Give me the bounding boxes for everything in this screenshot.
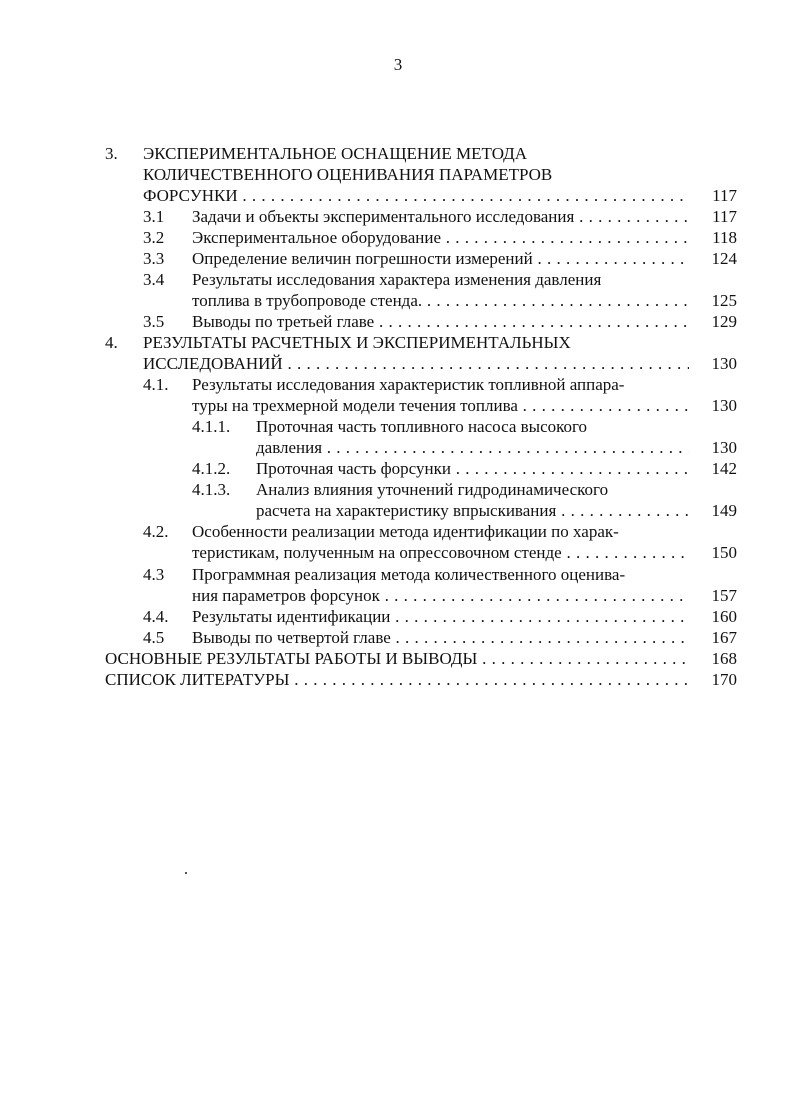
section-3-2-page: 118 <box>712 228 737 247</box>
section-4-1-1-page: 130 <box>711 438 737 457</box>
section-4-5-number: 4.5 <box>143 628 165 647</box>
section-4-5-page: 167 <box>711 628 737 647</box>
section-3-5-number: 3.5 <box>143 312 165 331</box>
section-4-2-title-line-2: теристикам, полученным на опрессовочном стенде . . . <box>192 542 689 563</box>
page-number: 3 <box>393 55 403 74</box>
section-4-1-1-title-line-1: Проточная часть топливного насоса высокого <box>256 417 588 436</box>
section-4-1-3-title-line-1: Анализ влияния уточнений гидродинамического <box>256 480 609 499</box>
results-entry-page: 168 <box>711 649 737 668</box>
section-4-1-page: 130 <box>711 396 737 415</box>
chapter-4-number: 4. <box>105 333 118 352</box>
section-4-2-number: 4.2. <box>143 522 169 541</box>
section-3-3-number: 3.3 <box>143 249 165 268</box>
section-3-2-title: Экспериментальное оборудование . . . <box>192 227 689 248</box>
section-4-1-2-number: 4.1.2. <box>192 459 231 478</box>
section-4-3-page: 157 <box>711 586 737 605</box>
chapter-3-title-line-3: ФОРСУНКИ . . . <box>143 185 689 206</box>
references-entry-page: 170 <box>711 670 737 689</box>
section-4-1-3-title-line-2: расчета на характеристику впрыскивания . . . <box>256 500 689 521</box>
chapter-4-title-line-2: ИССЛЕДОВАНИЙ . . . <box>143 353 689 374</box>
section-4-4-title: Результаты идентификации . . . <box>192 606 689 627</box>
chapter-3-number: 3. <box>105 144 118 163</box>
section-4-3-number: 4.3 <box>143 565 165 584</box>
section-3-2-number: 3.2 <box>143 228 165 247</box>
section-4-1-3-number: 4.1.3. <box>192 480 231 499</box>
section-4-1-2-page: 142 <box>711 459 737 478</box>
section-4-5-title: Выводы по четвертой главе . . . <box>192 627 689 648</box>
section-3-5-title: Выводы по третьей главе . . . <box>192 311 689 332</box>
section-4-1-title-line-1: Результаты исследования характеристик топливной аппара- <box>192 375 625 394</box>
section-4-1-1-title-line-2: давления . . . <box>256 437 689 458</box>
section-3-5-page: 129 <box>711 312 737 331</box>
section-3-1-title: Задачи и объекты экспериментального исследования . . . <box>192 206 689 227</box>
chapter-3-title-line-2: КОЛИЧЕСТВЕННОГО ОЦЕНИВАНИЯ ПАРАМЕТРОВ <box>143 165 553 184</box>
chapter-4-title-line-1: РЕЗУЛЬТАТЫ РАСЧЕТНЫХ И ЭКСПЕРИМЕНТАЛЬНЫХ <box>143 333 571 352</box>
section-4-1-1-number: 4.1.1. <box>192 417 231 436</box>
section-4-3-title-line-1: Программная реализация метода количественного оценива- <box>192 565 626 584</box>
section-4-1-3-page: 149 <box>711 501 737 520</box>
section-4-4-number: 4.4. <box>143 607 169 626</box>
section-3-4-page: 125 <box>711 291 737 310</box>
section-3-1-page: 117 <box>712 207 737 226</box>
section-4-4-page: 160 <box>711 607 737 626</box>
chapter-4-page: 130 <box>711 354 737 373</box>
section-4-2-title-line-1: Особенности реализации метода идентификации по харак- <box>192 522 619 541</box>
section-4-1-2-title: Проточная часть форсунки . . . <box>256 458 689 479</box>
section-4-3-title-line-2: ния параметров форсунок . . . <box>192 585 689 606</box>
section-3-3-title: Определение величин погрешности измерений . . . <box>192 248 689 269</box>
section-3-4-number: 3.4 <box>143 270 165 289</box>
section-4-2-page: 150 <box>711 543 737 562</box>
section-4-1-title-line-2: туры на трехмерной модели течения топлива . . . <box>192 395 689 416</box>
results-entry-title: ОСНОВНЫЕ РЕЗУЛЬТАТЫ РАБОТЫ И ВЫВОДЫ . . . <box>105 648 689 669</box>
section-3-4-title-line-1: Результаты исследования характера изменения давления <box>192 270 602 289</box>
section-4-1-number: 4.1. <box>143 375 169 394</box>
chapter-3-title-line-1: ЭКСПЕРИМЕНТАЛЬНОЕ ОСНАЩЕНИЕ МЕТОДА <box>143 144 528 163</box>
section-3-4-title-line-2: топлива в трубопроводе стенда. . . . <box>192 290 689 311</box>
scan-speck <box>185 872 187 874</box>
references-entry-title: СПИСОК ЛИТЕРАТУРЫ . . . <box>105 669 689 690</box>
section-3-3-page: 124 <box>711 249 737 268</box>
section-3-1-number: 3.1 <box>143 207 165 226</box>
chapter-3-page: 117 <box>712 186 737 205</box>
